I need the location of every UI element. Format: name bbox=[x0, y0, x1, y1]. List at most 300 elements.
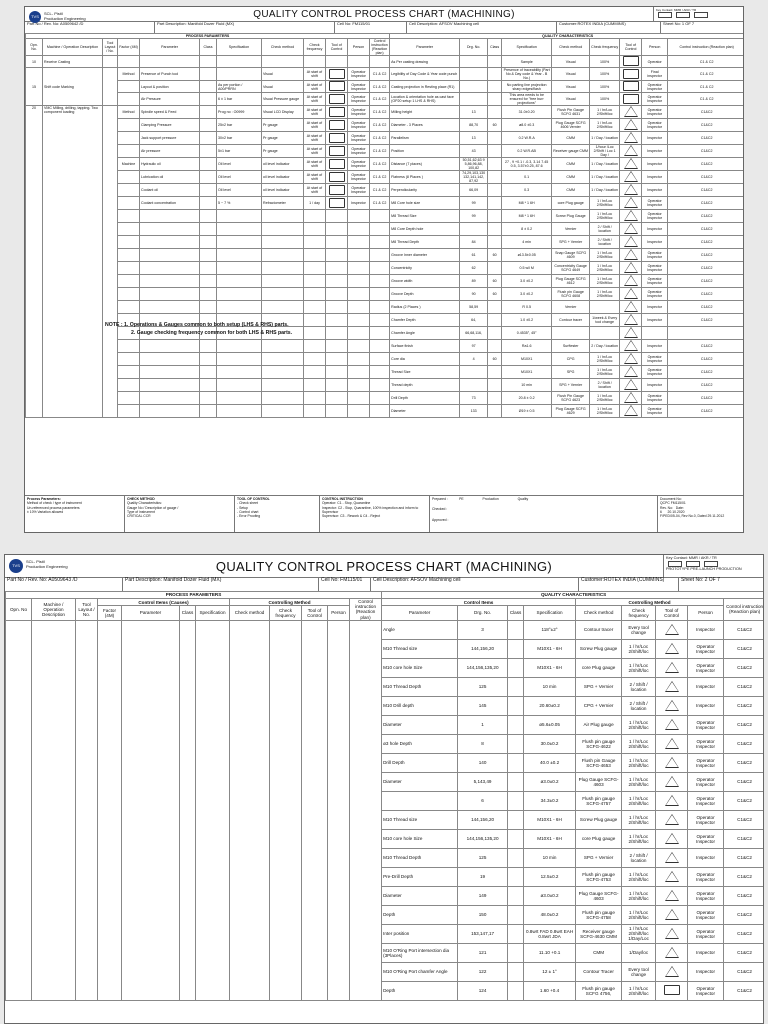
tool-of-control bbox=[656, 829, 688, 848]
char-person: Operator Inspector bbox=[688, 924, 724, 943]
char-drg: 144,156,135,20 bbox=[458, 658, 508, 677]
char-drg: 99 bbox=[460, 197, 488, 210]
char-drg: 125 bbox=[458, 848, 508, 867]
control-chart-triangle-icon bbox=[665, 700, 679, 711]
char-person: Operator Inspector bbox=[642, 106, 668, 119]
tool-of-control bbox=[656, 677, 688, 696]
char-frequency: 1 / hr/Loc 2/Shift/loc bbox=[590, 392, 620, 405]
char-person: Operator Inspector bbox=[642, 93, 668, 106]
col-header: Check method bbox=[262, 39, 304, 56]
table-row bbox=[26, 106, 745, 119]
char-drg bbox=[460, 223, 488, 236]
check-sheet-box-icon bbox=[329, 94, 345, 104]
process-parameters-heading: PROCESS PARAMETERS bbox=[26, 34, 390, 39]
tool-of-control bbox=[620, 145, 642, 158]
char-person: Operator Inspector bbox=[688, 715, 724, 734]
tool-of-control bbox=[620, 392, 642, 405]
col-header: Class bbox=[200, 39, 217, 56]
col-header: Person bbox=[688, 606, 724, 621]
param-person: Operator Inspector bbox=[348, 158, 370, 171]
factor: Method bbox=[118, 68, 140, 81]
control-plan-sheet-2 bbox=[4, 554, 764, 1024]
control-chart-triangle-icon bbox=[624, 132, 638, 143]
control-chart-triangle-icon bbox=[665, 757, 679, 768]
char-control: C1&C2 bbox=[668, 249, 744, 262]
char-control: C1&C2 bbox=[668, 314, 744, 327]
char-control: C1&C2 bbox=[724, 715, 764, 734]
char-frequency: 1 / hr/Loc 2/Shift/loc bbox=[590, 106, 620, 119]
factor bbox=[118, 93, 140, 106]
op-desc: VMC Milling, drilling, tapping. Two component loading bbox=[43, 106, 103, 418]
param-frequency: At start of shift bbox=[304, 106, 326, 119]
tool-of-control bbox=[620, 56, 642, 68]
table-row bbox=[26, 184, 745, 197]
char-spec: M10X1 - 6H bbox=[524, 829, 576, 848]
param-spec: 5±1 bar bbox=[217, 145, 262, 158]
char-person: Operator Inspector bbox=[688, 753, 724, 772]
char-method: Plug Gauge SCFG 4612 bbox=[552, 275, 590, 288]
col-header: Control instruction (Reaction plan) bbox=[350, 599, 382, 621]
char-param: Radius (2 Places ) bbox=[390, 301, 460, 314]
char-spec: M10X1 - 6H bbox=[524, 639, 576, 658]
tool-of-control bbox=[656, 981, 688, 1000]
control-chart-triangle-icon bbox=[665, 966, 679, 977]
factor: Machine bbox=[118, 158, 140, 171]
char-frequency: 2 / Shift / location bbox=[622, 696, 656, 715]
char-person: Inspector bbox=[642, 184, 668, 197]
control-chart-triangle-icon bbox=[665, 928, 679, 939]
char-frequency: 2 / Shift / location bbox=[590, 223, 620, 236]
param-spec: Oil level bbox=[217, 158, 262, 171]
factor bbox=[118, 119, 140, 132]
char-method: Plug Gauge SCFG 4629 bbox=[552, 405, 590, 418]
char-frequency: 100% bbox=[590, 81, 620, 93]
sheet-footer bbox=[25, 495, 743, 533]
param-frequency: At start of shift bbox=[304, 145, 326, 158]
col-header: Drg. No. bbox=[458, 606, 508, 621]
tool-of-control bbox=[656, 848, 688, 867]
char-person: Inspector bbox=[642, 158, 668, 171]
tool-of-control bbox=[620, 197, 642, 210]
char-param: ø3 hole Depth bbox=[382, 734, 458, 753]
param-spec: 6 ± 1 bar bbox=[217, 93, 262, 106]
char-drg: 99 bbox=[460, 210, 488, 223]
char-method: Flush Pin Gauge SCFG 4631 bbox=[552, 106, 590, 119]
control-chart-triangle-icon bbox=[624, 171, 638, 182]
table-row bbox=[26, 288, 745, 301]
char-drg: 121 bbox=[458, 943, 508, 962]
char-spec: 4 min bbox=[502, 236, 552, 249]
char-frequency: 1 / hr/Loc 2/Shift/loc bbox=[590, 275, 620, 288]
char-drg: 13 bbox=[460, 132, 488, 145]
char-drg: 97 bbox=[460, 340, 488, 353]
col-header: Control instruction (Reaction plan) bbox=[724, 599, 764, 621]
process-parameters-heading: PROCESS PARAMETERS bbox=[6, 592, 382, 599]
char-param: M8 Thread Size bbox=[390, 210, 460, 223]
char-control: C1&C2 bbox=[668, 119, 744, 132]
control-chart-triangle-icon bbox=[624, 353, 638, 364]
char-drg: 61 bbox=[460, 249, 488, 262]
char-control: C1&C2 bbox=[668, 197, 744, 210]
control-chart-triangle-icon bbox=[624, 314, 638, 325]
tool-of-control bbox=[656, 639, 688, 658]
char-method: SPG + Vernier bbox=[552, 379, 590, 392]
char-drg: 19 bbox=[458, 867, 508, 886]
param-name: Layout & position bbox=[140, 81, 200, 93]
char-param: Parallelism bbox=[390, 132, 460, 145]
control-chart-triangle-icon bbox=[624, 262, 638, 273]
char-person: Inspector bbox=[642, 145, 668, 158]
char-method: CPG bbox=[552, 353, 590, 366]
check-sheet-box-icon bbox=[329, 120, 345, 130]
param-spec: Prog no : O0999 bbox=[217, 106, 262, 119]
control-chart-triangle-icon bbox=[624, 184, 638, 195]
char-param: Legibility of Day Code & Year code punch bbox=[390, 68, 460, 81]
char-person: Operator Inspector bbox=[642, 392, 668, 405]
table-row bbox=[26, 93, 745, 106]
param-frequency: At start of shift bbox=[304, 158, 326, 171]
char-spec: M10X1 - 6H bbox=[524, 810, 576, 829]
char-param: Groove Depth bbox=[390, 288, 460, 301]
char-spec: 10 min bbox=[524, 848, 576, 867]
char-frequency: Every tool change bbox=[622, 962, 656, 981]
char-spec: ø3.0±0.2 bbox=[524, 772, 576, 791]
char-control bbox=[668, 327, 744, 340]
char-param: Thread depth bbox=[390, 379, 460, 392]
param-method: oil level indicator bbox=[262, 184, 304, 197]
char-person: Inspector bbox=[642, 132, 668, 145]
param-spec: 25±2 bar bbox=[217, 119, 262, 132]
char-spec: 3.0 ±0.2 bbox=[502, 288, 552, 301]
char-param: Flatness (8 Places ) bbox=[390, 171, 460, 184]
char-control: C1&C2 bbox=[724, 943, 764, 962]
char-class bbox=[488, 314, 502, 327]
char-control: C1&C2 bbox=[668, 132, 744, 145]
char-frequency: 1 / hr/Loc 2/Shift/loc bbox=[590, 210, 620, 223]
control-chart-triangle-icon bbox=[624, 340, 638, 351]
char-method: Visual bbox=[552, 93, 590, 106]
tool-of-control bbox=[620, 171, 642, 184]
char-drg: 13 bbox=[460, 106, 488, 119]
col-header: Opn. No. bbox=[26, 39, 43, 56]
char-frequency: 1 / Day / location bbox=[590, 158, 620, 171]
char-person: Operator Inspector bbox=[688, 829, 724, 848]
char-method: Surftester bbox=[552, 340, 590, 353]
char-spec: R 0.5 bbox=[502, 301, 552, 314]
char-person: Operator bbox=[642, 56, 668, 68]
col-header: Person bbox=[642, 39, 668, 56]
tool-of-control bbox=[620, 158, 642, 171]
char-frequency: 1 / hr/Loc 2/Shift/loc bbox=[590, 366, 620, 379]
tool-of-control bbox=[656, 905, 688, 924]
char-spec: 20.8 ± 0.2 bbox=[502, 392, 552, 405]
char-param: Drill Depth bbox=[390, 392, 460, 405]
char-control: C1&C2 bbox=[724, 696, 764, 715]
char-param: M10 Thread Depth bbox=[382, 848, 458, 867]
factor bbox=[118, 145, 140, 158]
char-method: SPG + Vernier bbox=[576, 677, 622, 696]
char-person: Operator Inspector bbox=[688, 867, 724, 886]
param-control: C1 & C2 bbox=[370, 68, 390, 81]
param-control: C1 & C2 bbox=[370, 171, 390, 184]
char-method: Screw Plug gauge bbox=[576, 810, 622, 829]
tool-of-control bbox=[656, 753, 688, 772]
key-contact: Key Contact: MMR / AKR / TR PROTOTYPE PRE-LAUNCH PRODUCTION bbox=[663, 555, 763, 577]
char-drg bbox=[460, 93, 488, 106]
table-row bbox=[26, 262, 745, 275]
char-param: Position bbox=[390, 145, 460, 158]
param-control: C1 & C2 bbox=[370, 197, 390, 210]
char-param: Thread Size bbox=[390, 366, 460, 379]
char-person: Operator Inspector bbox=[688, 658, 724, 677]
char-person: Operator Inspector bbox=[642, 210, 668, 223]
tool-of-control bbox=[620, 275, 642, 288]
char-frequency: 1 / hr/Loc 2/Shift/loc bbox=[622, 772, 656, 791]
char-method: SPG + Vernier bbox=[552, 236, 590, 249]
char-control: C1&C2 bbox=[668, 392, 744, 405]
char-method: SPG bbox=[552, 366, 590, 379]
param-spec: Oil level bbox=[217, 171, 262, 184]
char-param: Location & orientation hole as cast face (OP20 setup 1 LHS & RHS) bbox=[390, 93, 460, 106]
char-person: Inspector bbox=[688, 962, 724, 981]
char-spec: 0.8wrt FAD 0.8wrt EAH 0.8wrt JDA bbox=[524, 924, 576, 943]
tool-of-control bbox=[620, 379, 642, 392]
char-control: C1&C2 bbox=[724, 810, 764, 829]
quality-characteristics-heading: QUALITY CHARACTERISTICS bbox=[390, 34, 744, 39]
char-drg: 124 bbox=[458, 981, 508, 1000]
char-method: Flush pin Gauge SCFG 4608 bbox=[552, 288, 590, 301]
param-frequency: 1 / day bbox=[304, 197, 326, 210]
char-frequency: 1 / hr/Loc 2/Shift/loc bbox=[622, 791, 656, 810]
char-method: Flush pin gauge SCFG-4753 bbox=[576, 867, 622, 886]
col-header: Check frequency bbox=[270, 606, 302, 621]
col-header: Specification bbox=[524, 606, 576, 621]
quality-characteristics-heading: QUALITY CHARACTERISTICS bbox=[382, 592, 764, 599]
control-chart-triangle-icon bbox=[665, 852, 679, 863]
char-param: Diameter bbox=[382, 715, 458, 734]
char-frequency: 1 / hr/Loc 2/Shift/loc bbox=[622, 905, 656, 924]
char-person: Operator Inspector bbox=[688, 791, 724, 810]
control-instruction-legend: CONTROL INSTRUCTION Operator: C1 - Stop, Quarantine Inspector: C2 - Stop, Quarantine, 100% inspection and inform to Supervisor Supervisor: C3 - Rework & C4 - Reject bbox=[320, 496, 430, 533]
char-class bbox=[488, 184, 502, 197]
char-class bbox=[488, 68, 502, 81]
char-class bbox=[488, 171, 502, 184]
sheet-header bbox=[25, 7, 743, 22]
control-chart-triangle-icon bbox=[624, 392, 638, 403]
tool-of-control bbox=[620, 327, 642, 340]
char-drg: 5,143,49 bbox=[458, 772, 508, 791]
char-spec: 10 min bbox=[502, 379, 552, 392]
char-frequency: 1 / Day / location bbox=[590, 132, 620, 145]
char-spec: M10X1 bbox=[502, 366, 552, 379]
char-drg: 88,70 bbox=[460, 119, 488, 132]
param-method: Visual LCD Display bbox=[262, 106, 304, 119]
char-param: Depth bbox=[382, 981, 458, 1000]
char-frequency: 1 / hr/Loc 2/Shift/loc bbox=[622, 715, 656, 734]
tool-of-control bbox=[326, 197, 348, 210]
char-method: Plug Gauge SCFG 4606 Vernier bbox=[552, 119, 590, 132]
char-param: As Per casting drawing bbox=[390, 56, 460, 68]
char-class bbox=[488, 93, 502, 106]
param-spec: Oil level bbox=[217, 184, 262, 197]
tool-of-control bbox=[656, 715, 688, 734]
control-chart-triangle-icon bbox=[624, 366, 638, 377]
char-control: C1&C2 bbox=[668, 340, 744, 353]
char-person: Operator Inspector bbox=[688, 734, 724, 753]
control-plan-table-2 bbox=[5, 591, 764, 1001]
char-frequency: 1 / Day / location bbox=[590, 171, 620, 184]
char-param: Perpendicularity bbox=[390, 184, 460, 197]
char-method: Flush pin gauge SCFG-4757 bbox=[576, 791, 622, 810]
char-spec: Sample bbox=[502, 56, 552, 68]
char-method: Screw Plug gauge bbox=[576, 639, 622, 658]
control-chart-triangle-icon bbox=[665, 643, 679, 654]
char-person: Inspector bbox=[688, 848, 724, 867]
char-control: C1&C2 bbox=[668, 236, 744, 249]
param-method: oil level indicator bbox=[262, 158, 304, 171]
char-spec: 12.5±0.2 bbox=[524, 867, 576, 886]
tool-of-control bbox=[620, 106, 642, 119]
char-frequency: 2 / Shift / location bbox=[590, 379, 620, 392]
param-name: Lubrication oil bbox=[140, 171, 200, 184]
control-plan-sheet-1 bbox=[24, 6, 744, 533]
tool-of-control bbox=[656, 658, 688, 677]
char-control: C1&C2 bbox=[724, 886, 764, 905]
char-param: Diameter bbox=[390, 405, 460, 418]
char-person: Operator Inspector bbox=[688, 810, 724, 829]
char-control: C1&C2 bbox=[668, 184, 744, 197]
param-person: Operator Inspector bbox=[348, 106, 370, 119]
process-parameter-legend: Process Parameters: Method of check / type of instrument Un-referenced process parameters ± 10% Variation allowed bbox=[25, 496, 125, 533]
char-param: Diameter bbox=[382, 886, 458, 905]
check-sheet-box-icon bbox=[329, 107, 345, 117]
control-chart-triangle-icon bbox=[665, 890, 679, 901]
char-method: Visual bbox=[552, 81, 590, 93]
col-header: Tool of Control bbox=[620, 39, 642, 56]
char-param: M10 core hole Size bbox=[382, 829, 458, 848]
char-control: C1&C2 bbox=[668, 210, 744, 223]
part-info-row: Part No / Rev. No: A0509643 /D Part Description: Manifold Dozer Fluid (MX) Cell No: FM115/01 Cell Description: AFSOV Machining cell Customer:ROTEX INDIA (CUMMINS) Sheet No: 2 OF 7 bbox=[5, 577, 763, 592]
table-row bbox=[26, 171, 745, 184]
char-person: Inspector bbox=[688, 620, 724, 639]
char-method: Screw Plug Gauge bbox=[552, 210, 590, 223]
control-chart-triangle-icon bbox=[665, 814, 679, 825]
char-control: C1&C2 bbox=[668, 275, 744, 288]
char-param: M8 Thread Depth bbox=[390, 236, 460, 249]
col-header: Check method bbox=[230, 606, 270, 621]
tool-of-control bbox=[656, 867, 688, 886]
param-control: C1 & C2 bbox=[370, 119, 390, 132]
char-drg: 66,68,116, bbox=[460, 327, 488, 340]
char-spec: M8 * 1 6H bbox=[502, 197, 552, 210]
char-person: Operator Inspector bbox=[642, 288, 668, 301]
tool-of-control bbox=[620, 301, 642, 314]
tool-of-control bbox=[620, 68, 642, 81]
check-sheet-box-icon bbox=[329, 81, 345, 91]
control-chart-triangle-icon bbox=[624, 210, 638, 221]
param-name: Spindle speed & Feed bbox=[140, 106, 200, 119]
char-frequency: 1/week & Every tool change bbox=[590, 314, 620, 327]
char-control: C1 & C2 bbox=[668, 56, 744, 68]
char-person: Operator Inspector bbox=[688, 981, 724, 1000]
group-header: Controlling Method bbox=[230, 599, 350, 606]
char-class: 60 bbox=[488, 353, 502, 366]
table-row bbox=[26, 236, 745, 249]
param-frequency: At start of shift bbox=[304, 81, 326, 93]
org-block: SCL- Pistil Production Engineering bbox=[44, 11, 86, 21]
char-class: 60 bbox=[488, 275, 502, 288]
check-method-legend: CHECK METHOD Quality Characteristics: Gauge No / Description of gauge / Type of instrument CRITICAL CCR bbox=[125, 496, 235, 533]
tool-of-control bbox=[656, 962, 688, 981]
char-spec: 12 ± 1° bbox=[524, 962, 576, 981]
param-name: Clamping Pressure bbox=[140, 119, 200, 132]
char-spec: 0.1 bbox=[502, 171, 552, 184]
char-spec: 30.0±0.2 bbox=[524, 734, 576, 753]
char-control: C1&C2 bbox=[724, 981, 764, 1000]
tool-of-control bbox=[620, 184, 642, 197]
char-person: Inspector bbox=[688, 696, 724, 715]
char-method: Receiver gauge CMM bbox=[552, 145, 590, 158]
char-class bbox=[488, 145, 502, 158]
char-spec: ø3.0±0.2 bbox=[524, 886, 576, 905]
char-control: C1&C2 bbox=[668, 301, 744, 314]
signature-block: Prepared : PE Production Quality Checked : Approved : bbox=[430, 496, 658, 533]
char-method: SPG + Vernier bbox=[576, 848, 622, 867]
op-no: 20 bbox=[26, 106, 43, 418]
char-spec: 118°±2° bbox=[524, 620, 576, 639]
param-spec: 5 ~ 7 % bbox=[217, 197, 262, 210]
param-control: C1 & C2 bbox=[370, 93, 390, 106]
param-name: Coolant oil bbox=[140, 184, 200, 197]
control-chart-triangle-icon bbox=[624, 249, 638, 260]
param-frequency: At start of shift bbox=[304, 184, 326, 197]
char-control: C1&C2 bbox=[724, 829, 764, 848]
char-method: CMM bbox=[552, 132, 590, 145]
check-sheet-box-icon bbox=[623, 81, 639, 91]
char-method: CMM bbox=[576, 943, 622, 962]
char-drg bbox=[460, 379, 488, 392]
check-sheet-box-icon bbox=[329, 146, 345, 156]
tool-of-control bbox=[620, 119, 642, 132]
char-spec: 0.3 bbox=[502, 184, 552, 197]
param-person: Operator Inspector bbox=[348, 171, 370, 184]
tool-of-control bbox=[326, 81, 348, 93]
char-method: Vernier bbox=[552, 301, 590, 314]
char-method: Flush pin gauge SCFG-4758 bbox=[576, 905, 622, 924]
col-header: Specification bbox=[196, 606, 230, 621]
char-frequency: 1/Day/loc bbox=[622, 943, 656, 962]
char-control: C1&C2 bbox=[668, 405, 744, 418]
col-header: Person bbox=[348, 39, 370, 56]
char-person: Operator Inspector bbox=[642, 353, 668, 366]
check-sheet-box-icon bbox=[329, 185, 345, 195]
tool-of-control-legend: TOOL OF CONTROL - Check sheet - Setup - Control chart - Error Proofing bbox=[235, 496, 320, 533]
char-spec: 0.2 W.R.AB bbox=[502, 145, 552, 158]
char-control: C1&C2 bbox=[724, 658, 764, 677]
col-header: Person bbox=[328, 606, 350, 621]
checkbox-icon bbox=[694, 12, 708, 18]
char-method: Plug Gauge SCFG-4603 bbox=[576, 886, 622, 905]
char-method: Receiver gauge SCFG-4630 CMM bbox=[576, 924, 622, 943]
tool-of-control bbox=[620, 262, 642, 275]
table-row bbox=[26, 210, 745, 223]
char-class bbox=[488, 262, 502, 275]
char-param: Diameter bbox=[382, 772, 458, 791]
check-sheet-box-icon bbox=[623, 69, 639, 79]
control-chart-triangle-icon bbox=[624, 236, 638, 247]
char-drg: 122 bbox=[458, 962, 508, 981]
char-class bbox=[488, 340, 502, 353]
